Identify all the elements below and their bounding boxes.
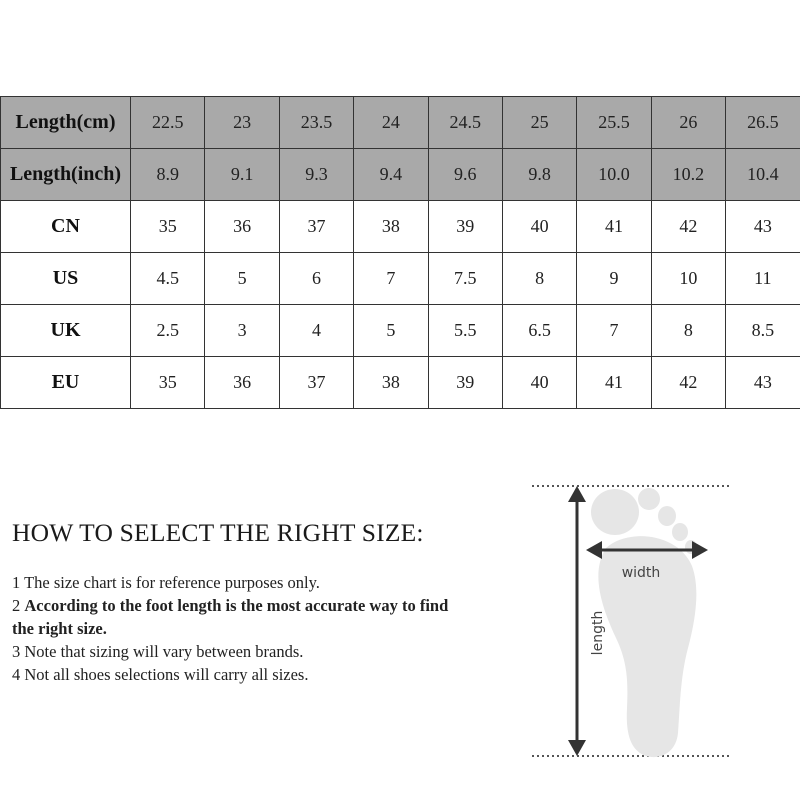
row-header: CN <box>1 201 131 253</box>
table-cell: 40 <box>502 357 576 409</box>
table-cell: 9.3 <box>279 149 353 201</box>
table-cell: 24 <box>354 97 428 149</box>
table-cell: 22.5 <box>131 97 205 149</box>
table-cell: 5 <box>205 253 279 305</box>
table-cell: 7 <box>354 253 428 305</box>
table-cell: 8.9 <box>131 149 205 201</box>
table-row <box>1 149 800 201</box>
guide-item-2 <box>12 594 452 640</box>
guide-item-3: 3 Note that sizing will vary between brands. <box>12 642 304 661</box>
row-header: Length(inch) <box>1 149 131 201</box>
table-cell: 24.5 <box>428 97 502 149</box>
table-cell: 6 <box>279 253 353 305</box>
guide-item-1: 1 The size chart is for reference purposes only. <box>12 573 320 592</box>
table-cell: 10 <box>651 253 725 305</box>
table-cell: 4.5 <box>131 253 205 305</box>
table-row <box>1 97 800 149</box>
table-cell: 23.5 <box>279 97 353 149</box>
table-cell: 26.5 <box>726 97 800 149</box>
table-cell: 10.2 <box>651 149 725 201</box>
table-cell: 39 <box>428 201 502 253</box>
table-row <box>1 253 800 305</box>
table-cell: 38 <box>354 201 428 253</box>
length-label: length <box>590 610 606 656</box>
table-cell: 9 <box>577 253 651 305</box>
table-cell: 2.5 <box>131 305 205 357</box>
footprint-icon <box>591 488 697 757</box>
size-guide-list <box>12 571 452 686</box>
table-cell: 43 <box>726 201 800 253</box>
table-cell: 9.1 <box>205 149 279 201</box>
table-cell: 38 <box>354 357 428 409</box>
table-cell: 9.8 <box>502 149 576 201</box>
table-cell: 23 <box>205 97 279 149</box>
width-label: width <box>621 565 661 581</box>
length-arrow-icon <box>568 486 586 756</box>
row-header: EU <box>1 357 131 409</box>
table-cell: 11 <box>726 253 800 305</box>
table-cell: 36 <box>205 357 279 409</box>
table-cell: 25 <box>502 97 576 149</box>
table-cell: 10.0 <box>577 149 651 201</box>
table-cell: 37 <box>279 357 353 409</box>
guide-item-4: 4 Not all shoes selections will carry all sizes. <box>12 665 309 684</box>
table-cell: 25.5 <box>577 97 651 149</box>
table-cell: 7.5 <box>428 253 502 305</box>
table-row <box>1 305 800 357</box>
row-header: UK <box>1 305 131 357</box>
size-chart-table <box>0 96 800 409</box>
table-cell: 35 <box>131 357 205 409</box>
table-cell: 9.6 <box>428 149 502 201</box>
table-cell: 10.4 <box>726 149 800 201</box>
table-cell: 42 <box>651 357 725 409</box>
table-cell: 40 <box>502 201 576 253</box>
guide-item-2-number: 2 <box>12 596 25 615</box>
guide-item-2-text: According to the foot length is the most accurate way to find the right size. <box>12 596 449 638</box>
table-cell: 36 <box>205 201 279 253</box>
table-cell: 42 <box>651 201 725 253</box>
table-cell: 39 <box>428 357 502 409</box>
table-cell: 8 <box>502 253 576 305</box>
table-cell: 37 <box>279 201 353 253</box>
table-cell: 6.5 <box>502 305 576 357</box>
table-cell: 26 <box>651 97 725 149</box>
table-cell: 4 <box>279 305 353 357</box>
table-cell: 9.4 <box>354 149 428 201</box>
size-guide-title: HOW TO SELECT THE RIGHT SIZE: <box>12 518 424 547</box>
table-cell: 8.5 <box>726 305 800 357</box>
row-header: US <box>1 253 131 305</box>
table-cell: 8 <box>651 305 725 357</box>
table-cell: 5.5 <box>428 305 502 357</box>
table-cell: 41 <box>577 357 651 409</box>
table-cell: 3 <box>205 305 279 357</box>
table-cell: 7 <box>577 305 651 357</box>
table-cell: 5 <box>354 305 428 357</box>
table-row <box>1 357 800 409</box>
table-cell: 35 <box>131 201 205 253</box>
foot-measurement-diagram <box>528 478 738 763</box>
table-cell: 43 <box>726 357 800 409</box>
row-header: Length(cm) <box>1 97 131 149</box>
table-row <box>1 201 800 253</box>
table-cell: 41 <box>577 201 651 253</box>
